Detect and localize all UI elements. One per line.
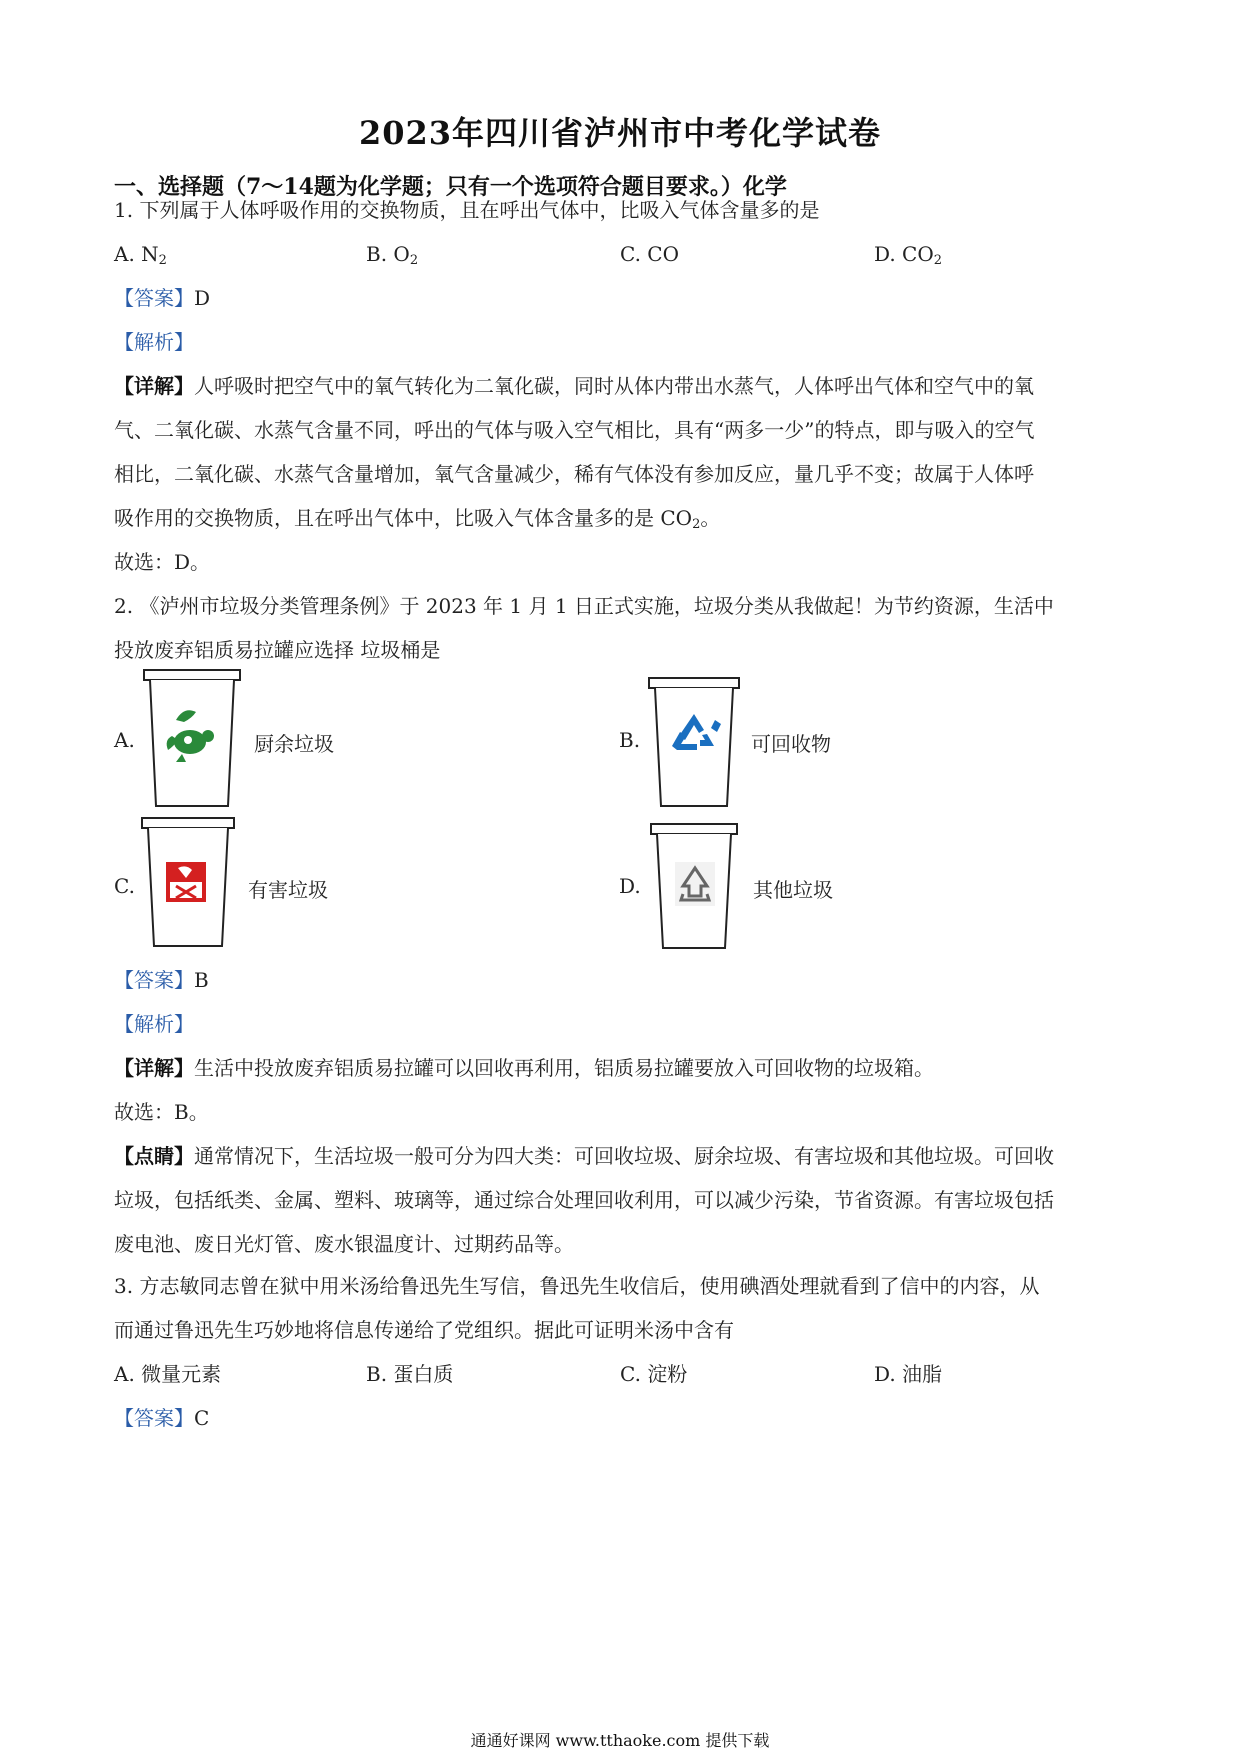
answer-tag: 【答案】 [114, 286, 194, 310]
hazardous-waste-icon [166, 862, 206, 902]
q2-choice: 故选：B。 [114, 1100, 209, 1124]
q3-stem-line-2: 而通过鲁迅先生巧妙地将信息传递给了党组织。据此可证明米汤中含有 [114, 1318, 734, 1342]
answer-tag: 【答案】 [114, 1406, 194, 1430]
detail-tag: 【详解】 [114, 1056, 194, 1080]
hazardous-bin-icon [140, 816, 236, 950]
q1-option-d: D. $CO_2$ [874, 242, 943, 268]
q2-option-c: C. 有害垃圾 [114, 816, 594, 976]
q1-detail-line-2: 气、二氧化碳、水蒸气含量不同，呼出的气体与吸入空气相比，具有“两多一少”的特点，即与吸入的空气 [114, 418, 1035, 442]
other-waste-icon [675, 862, 715, 906]
q1-stem: 1. 下列属于人体呼吸作用的交换物质，且在呼出气体中，比吸入气体含量多的是 [114, 198, 820, 222]
q2-detail: 【详解】生活中投放废弃铝质易拉罐可以回收再利用，铝质易拉罐要放入可回收物的垃圾箱。 [114, 1056, 934, 1080]
q2-answer: 【答案】B [114, 968, 209, 992]
q2-option-b: B. 可回收物 [619, 668, 1099, 828]
q2-stem-line-1: 2. 《泸州市垃圾分类管理条例》于 2023 年 1 月 1 日正式实施，垃圾分类从我做起！为节约资源，生活中 [114, 594, 1054, 618]
q1-detail-line-1: 【详解】人呼吸时把空气中的氧气转化为二氧化碳，同时从体内带出水蒸气，人体呼出气体和空气中的氧 [114, 374, 1034, 398]
comment-tag: 【点睛】 [114, 1144, 194, 1168]
q2-options-row-1 [114, 668, 1124, 828]
page-title: 2023年四川省泸州市中考化学试卷 [358, 114, 882, 152]
q2-options-row-2 [114, 816, 1124, 976]
recyclable-bin-icon [647, 676, 741, 810]
section-heading: 一、选择题（7～14题为化学题；只有一个选项符合题目要求。）化学 [114, 174, 787, 200]
q3-option-a: A. 微量元素 [114, 1362, 222, 1386]
q3-option-b: B. 蛋白质 [366, 1362, 454, 1386]
q1-option-a: A. $N_2$ [114, 242, 167, 268]
q2-stem-line-2: 投放废弃铝质易拉罐应选择 垃圾桶是 [114, 638, 441, 662]
q1-answer: 【答案】D [114, 286, 211, 310]
footer-watermark: 通通好课网 www.tthaoke.com 提供下载 [470, 1731, 770, 1750]
q2-option-a: A. 厨余垃圾 [114, 668, 594, 828]
q2-comment-line-1: 【点睛】通常情况下，生活垃圾一般可分为四大类：可回收垃圾、厨余垃圾、有害垃圾和其他垃圾。可回收 [114, 1144, 1054, 1168]
q1-detail-line-3: 相比，二氧化碳、水蒸气含量增加，氧气含量减少，稀有气体没有参加反应，量几乎不变；故属于人体呼 [114, 462, 1034, 486]
detail-tag: 【详解】 [114, 374, 194, 398]
answer-tag: 【答案】 [114, 968, 194, 992]
q2-comment-line-2: 垃圾，包括纸类、金属、塑料、玻璃等，通过综合处理回收利用，可以减少污染，节省资源。有害垃圾包括 [114, 1188, 1054, 1212]
q3-option-d: D. 油脂 [874, 1362, 943, 1386]
q2-comment-line-3: 废电池、废日光灯管、废水银温度计、过期药品等。 [114, 1232, 574, 1256]
q3-option-c: C. 淀粉 [620, 1362, 688, 1386]
q1-choice: 故选：D。 [114, 550, 211, 574]
food-waste-bin-icon [142, 668, 242, 810]
q2-option-d: D. 其他垃圾 [619, 816, 1099, 976]
q1-analysis-tag: 【解析】 [114, 330, 194, 354]
q2-analysis-tag: 【解析】 [114, 1012, 194, 1036]
q1-option-c: C. CO [620, 242, 680, 266]
q3-answer: 【答案】C [114, 1406, 210, 1430]
other-waste-bin-icon [649, 822, 739, 952]
q3-stem-line-1: 3. 方志敏同志曾在狱中用米汤给鲁迅先生写信，鲁迅先生收信后，使用碘酒处理就看到了信中的内容，从 [114, 1274, 1040, 1298]
q1-option-b: B. $O_2$ [366, 242, 419, 268]
q1-detail-line-4: 吸作用的交换物质，且在呼出气体中，比吸入气体含量多的是 $CO_2$。 [114, 506, 721, 532]
